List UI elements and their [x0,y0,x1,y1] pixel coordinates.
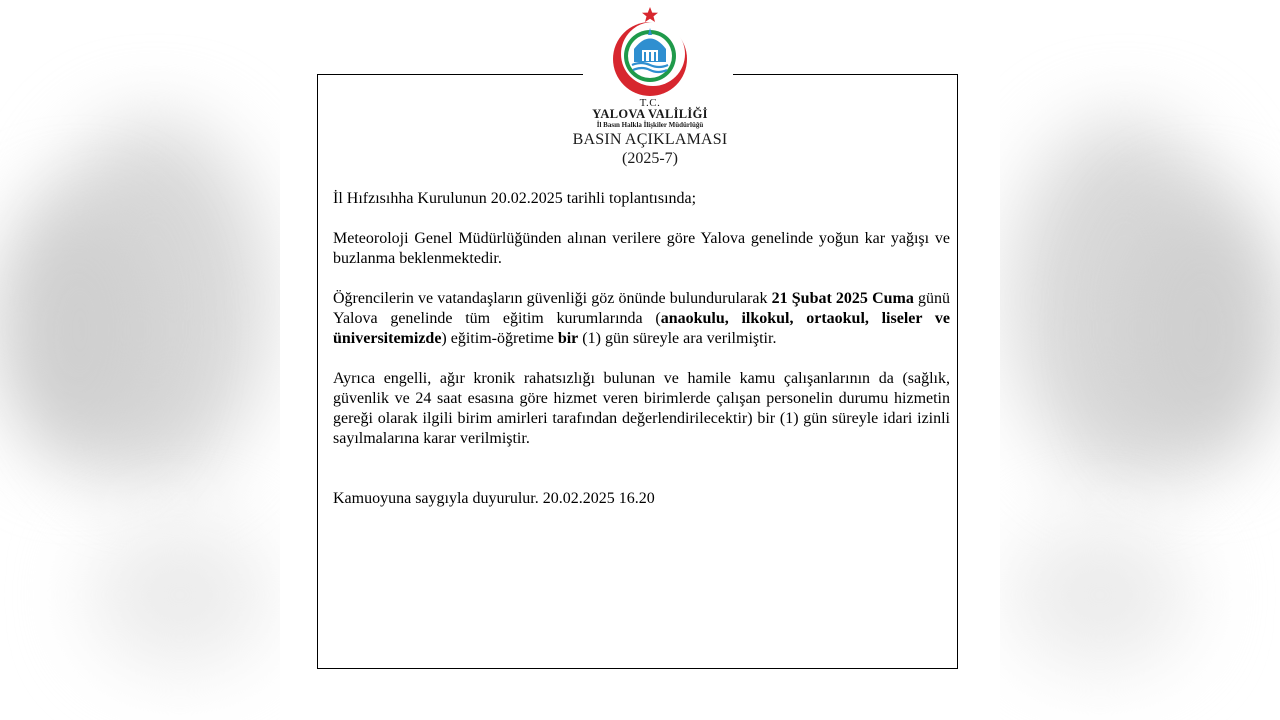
closure-text-3: ) eğitim-öğretime [441,330,558,347]
document-number: (2025-7) [622,150,678,167]
yalova-valiligi-logo-icon [608,4,692,98]
document-title: BASIN AÇIKLAMASI [572,131,728,148]
closure-date: 21 Şubat 2025 Cuma [771,290,914,307]
department-name: İl Basın Halkla İlişkiler Müdürlüğü [596,121,704,129]
paragraph-meeting: İl Hıfzısıhha Kurulunun 20.02.2025 tarihli toplantısında; [333,190,697,207]
closure-duration: bir [557,330,579,347]
star-icon [642,7,658,22]
paragraph-school-closure [333,289,950,349]
closure-text-1: Öğrencilerin ve vatandaşların güvenliği göz önünde bulundurularak [333,290,772,307]
document-body [333,189,950,529]
paragraph-administrative-leave: Ayrıca engelli, ağır kronik rahatsızlığı bulunan ve hamile kamu çalışanlarının da (sağlık, güvenlik ve 24 saat esasına göre hizmet veren birimlerde çalışan personelin durumu hizmetin gereği olarak ilgili birim amirleri tarafından değerlendirilecektir) bir (1) gün süreyle idari izinli sayılmalarına karar verilmiştir. [333,370,950,447]
institution-name: YALOVA VALİLİĞİ [592,107,708,121]
blurred-background-right [990,0,1280,720]
closure-institutions: anaokulu, ilkokul, ortaokul, liseler ve üniversitemizde [333,310,951,347]
document-page [280,0,1000,720]
blurred-background-left [0,0,290,720]
closure-text-2: günü Yalova genelinde tüm eğitim kurumlarında ( [333,290,950,327]
paragraph-weather: Meteoroloji Genel Müdürlüğünden alınan verilere göre Yalova genelinde yoğun kar yağışı ve buzlanma beklenmektedir. [333,230,950,267]
paragraph-closing: Kamuoyuna saygıyla duyurulur. 20.02.2025 16.20 [333,490,655,507]
tc-label: T.C. [639,97,661,109]
closure-text-4: (1) gün süreyle ara verilmiştir. [578,330,777,347]
